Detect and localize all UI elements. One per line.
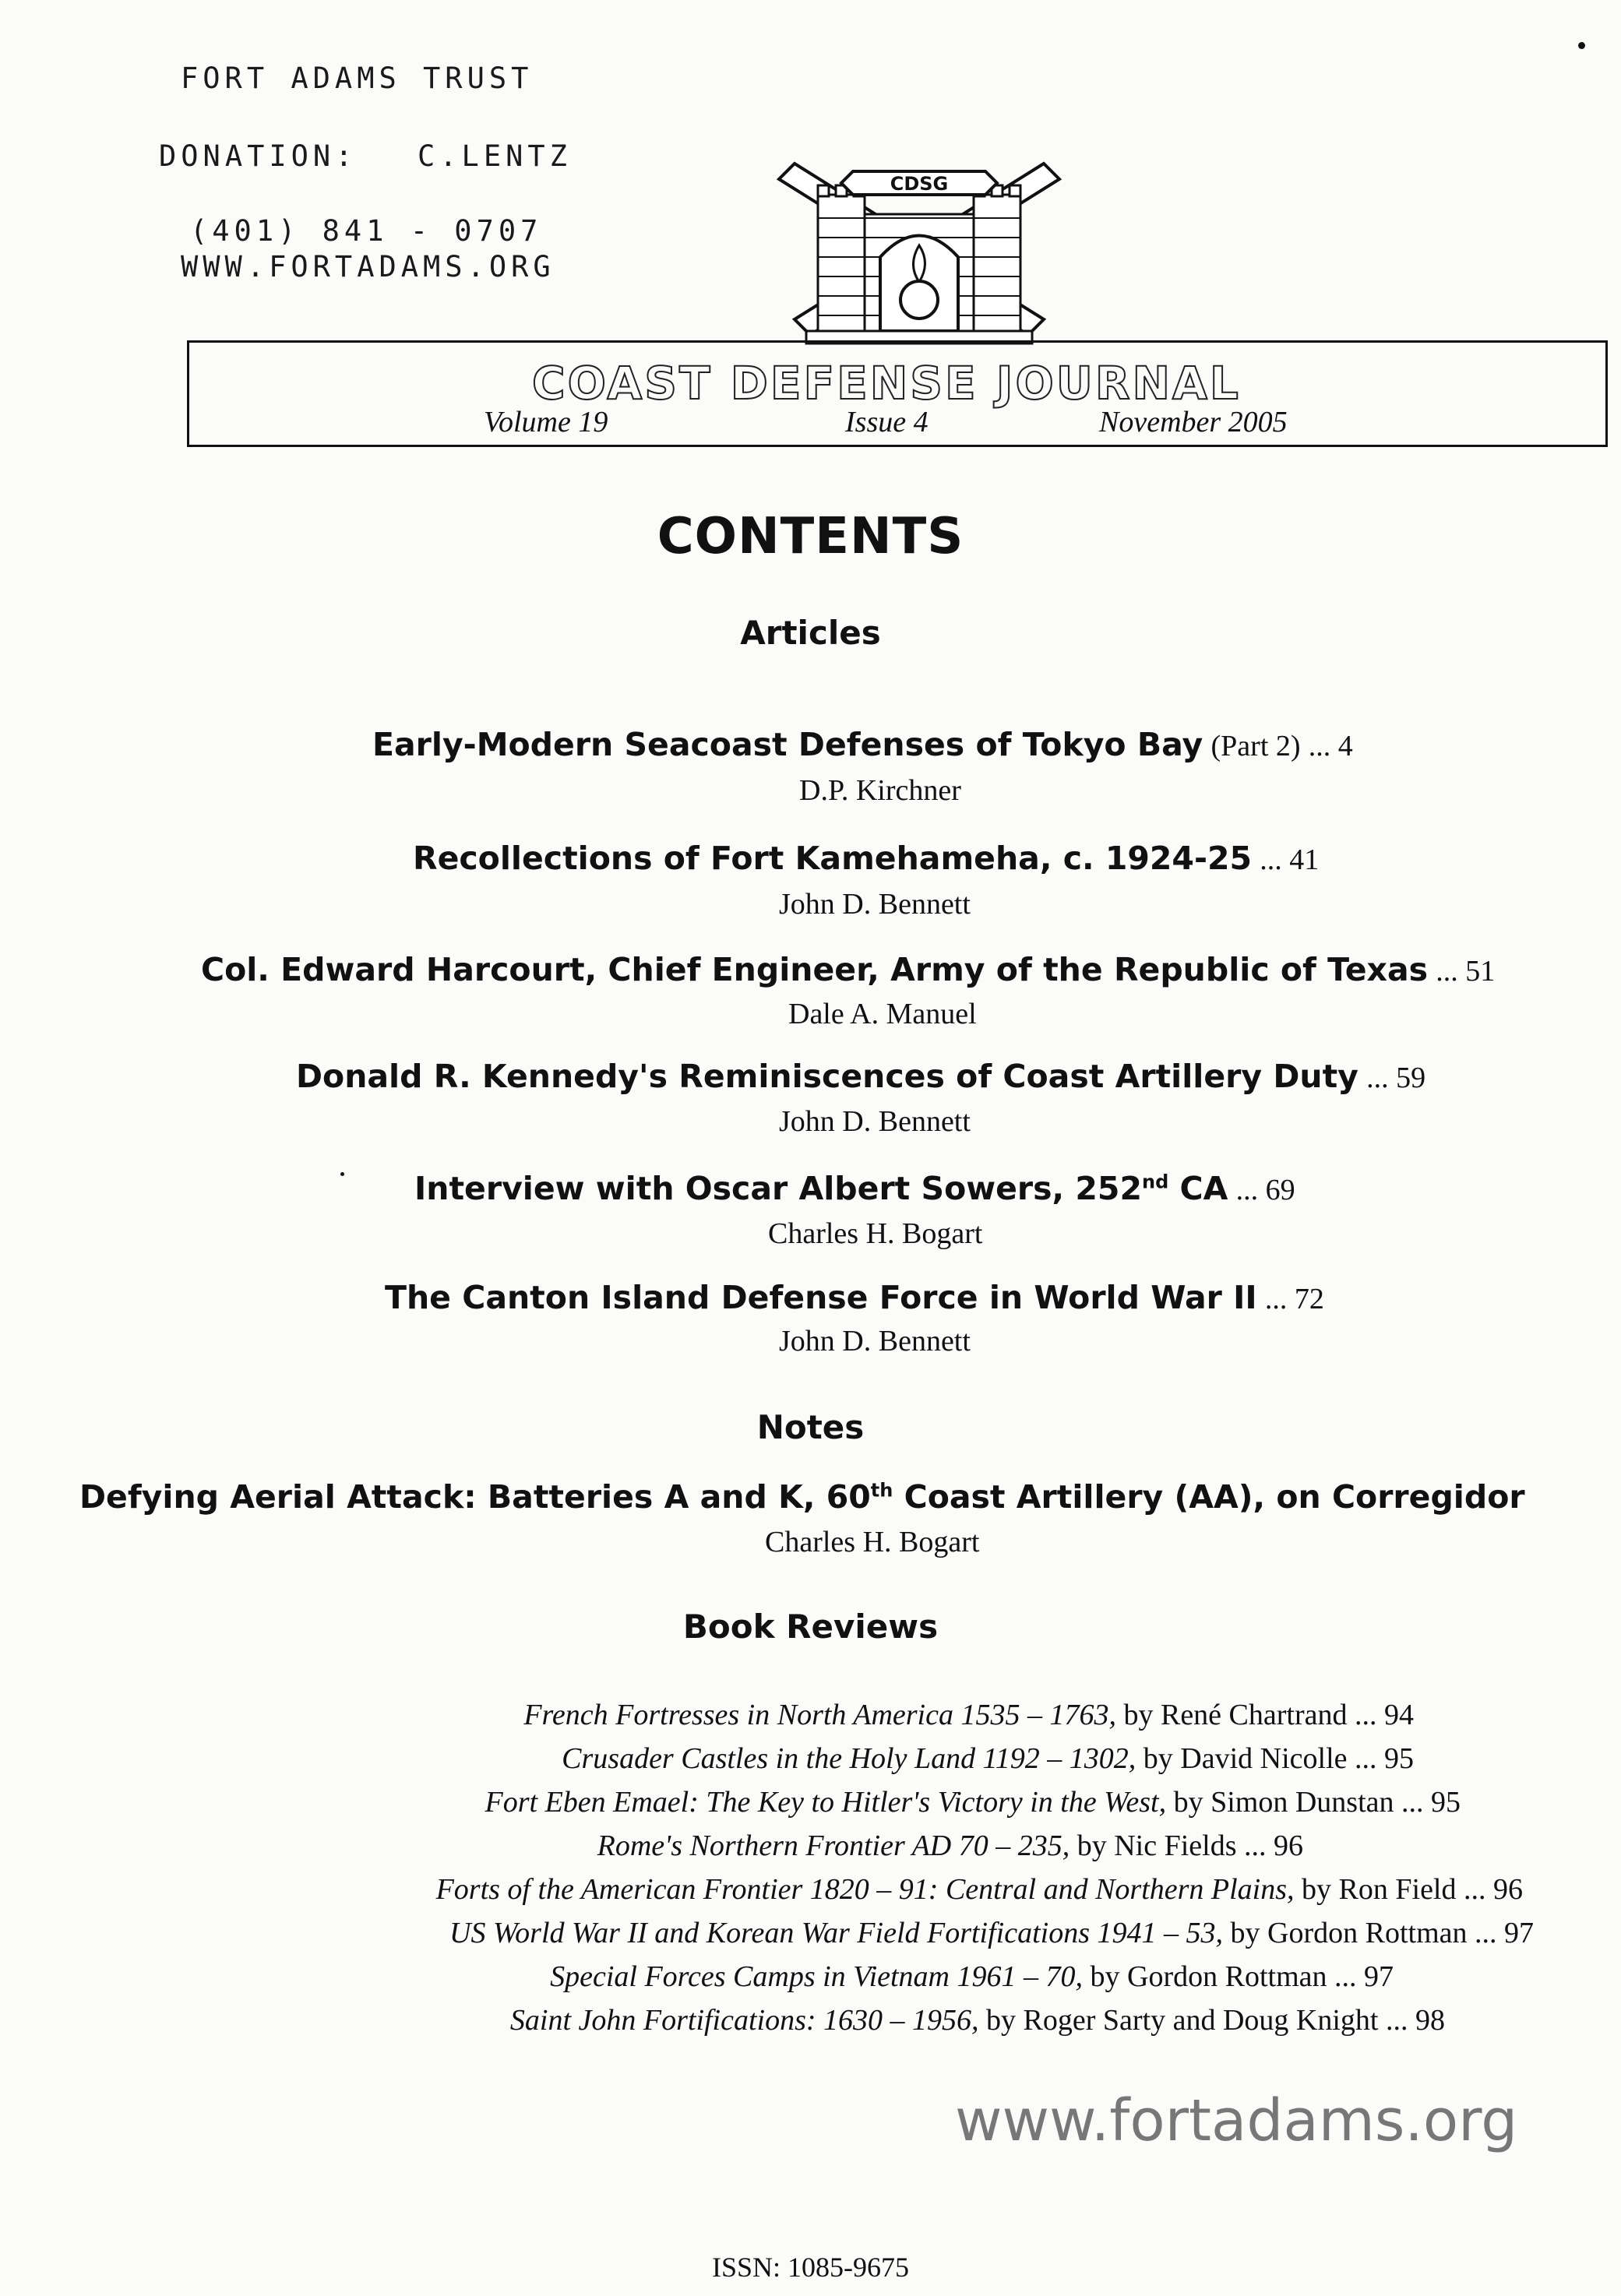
stamp-line-donation: DONATION: bbox=[159, 139, 358, 173]
note-name: Defying Aerial Attack: Batteries A and K, 60 bbox=[79, 1478, 871, 1516]
review-book-title: Crusader Castles in the Holy Land 1192 – 1302, bbox=[562, 1742, 1136, 1775]
website-watermark: www.fortadams.org bbox=[955, 2087, 1518, 2154]
ordinal-suffix: th bbox=[870, 1479, 893, 1502]
stamp-line-phone: (401) 841 - 0707 bbox=[190, 214, 543, 248]
article-author: Dale A. Manuel bbox=[788, 998, 977, 1030]
note-name-end: Coast Artillery (AA), on Corregidor bbox=[893, 1478, 1525, 1516]
stamp-line-donor: C.LENTZ bbox=[418, 139, 572, 173]
issue-label: Issue 4 bbox=[845, 406, 929, 438]
review-entry bbox=[485, 1785, 1461, 1819]
review-entry bbox=[449, 1916, 1534, 1950]
review-author-page: by David Nicolle ... 95 bbox=[1136, 1742, 1414, 1775]
review-author-page: by Ron Field ... 96 bbox=[1294, 1873, 1523, 1906]
issn-number: ISSN: 1085-9675 bbox=[711, 2252, 910, 2283]
article-name: Col. Edward Harcourt, Chief Engineer, Army of the Republic of Texas bbox=[201, 951, 1429, 988]
book-reviews-heading: Book Reviews bbox=[682, 1608, 939, 1646]
review-entry bbox=[510, 2003, 1445, 2037]
article-name: Early-Modern Seacoast Defenses of Tokyo Bay bbox=[372, 726, 1203, 763]
review-author-page: by René Chartrand ... 94 bbox=[1115, 1699, 1414, 1731]
review-entry bbox=[562, 1741, 1414, 1776]
review-book-title: US World War II and Korean War Field Fortifications 1941 – 53, bbox=[449, 1917, 1224, 1949]
dust-speck bbox=[340, 1172, 344, 1176]
contents-heading: CONTENTS bbox=[657, 508, 964, 565]
article-name: Interview with Oscar Albert Sowers, 252 bbox=[414, 1170, 1142, 1207]
article-author: John D. Bennett bbox=[779, 1325, 971, 1358]
review-book-title: Special Forces Camps in Vietnam 1961 – 70, bbox=[550, 1960, 1084, 1993]
article-author: John D. Bennett bbox=[779, 888, 971, 921]
review-author-page: by Gordon Rottman ... 97 bbox=[1083, 1960, 1394, 1993]
article-page: ... 51 bbox=[1436, 955, 1496, 988]
article-name-end: CA bbox=[1168, 1170, 1228, 1207]
article-title bbox=[414, 1170, 1295, 1207]
review-entry bbox=[550, 1960, 1394, 1994]
date-label: November 2005 bbox=[1099, 406, 1288, 438]
journal-masthead bbox=[187, 340, 1608, 447]
stamp-line-website: WWW.FORTADAMS.ORG bbox=[181, 250, 555, 283]
article-author: Charles H. Bogart bbox=[768, 1217, 983, 1250]
review-author-page: by Nic Fields ... 96 bbox=[1070, 1829, 1303, 1862]
article-part: (Part 2) bbox=[1210, 730, 1301, 762]
review-entry bbox=[597, 1829, 1303, 1863]
article-title bbox=[413, 840, 1319, 877]
article-name: The Canton Island Defense Force in World War II bbox=[385, 1279, 1257, 1316]
review-book-title: French Fortresses in North America 1535 – 1763, bbox=[523, 1699, 1116, 1731]
article-page: ... 41 bbox=[1260, 843, 1320, 876]
review-book-title: Saint John Fortifications: 1630 – 1956, bbox=[509, 2004, 979, 2037]
article-title bbox=[296, 1058, 1425, 1095]
cdsg-emblem-icon bbox=[763, 140, 1075, 354]
article-author: D.P. Kirchner bbox=[799, 774, 961, 807]
article-name: Donald R. Kennedy's Reminiscences of Coast Artillery Duty bbox=[296, 1058, 1358, 1095]
article-page: ... 72 bbox=[1264, 1283, 1324, 1315]
article-page: ... 4 bbox=[1308, 730, 1353, 762]
note-author: Charles H. Bogart bbox=[765, 1526, 980, 1558]
article-page: ... 69 bbox=[1235, 1174, 1295, 1206]
dust-speck bbox=[1578, 42, 1585, 49]
notes-heading: Notes bbox=[756, 1408, 865, 1446]
article-page: ... 59 bbox=[1366, 1062, 1426, 1094]
review-book-title: Forts of the American Frontier 1820 – 91: Central and Northern Plains, bbox=[435, 1873, 1295, 1906]
review-author-page: by Gordon Rottman ... 97 bbox=[1223, 1917, 1534, 1949]
review-author-page: by Simon Dunstan ... 95 bbox=[1166, 1786, 1461, 1819]
ordinal-suffix: nd bbox=[1142, 1171, 1169, 1193]
article-author: John D. Bennett bbox=[779, 1105, 971, 1138]
article-title bbox=[385, 1279, 1324, 1316]
article-name: Recollections of Fort Kamehameha, c. 1924-25 bbox=[413, 840, 1253, 877]
article-title bbox=[372, 726, 1353, 763]
review-author-page: by Roger Sarty and Doug Knight ... 98 bbox=[978, 2004, 1445, 2037]
volume-label: Volume 19 bbox=[484, 406, 608, 438]
article-title bbox=[201, 951, 1495, 988]
review-entry bbox=[523, 1698, 1414, 1732]
review-entry bbox=[436, 1872, 1523, 1907]
note-title bbox=[79, 1478, 1525, 1516]
stamp-line-trust: FORT ADAMS TRUST bbox=[181, 62, 534, 95]
emblem-text: CDSG bbox=[890, 173, 949, 195]
journal-title: COAST DEFENSE JOURNAL bbox=[532, 357, 1241, 410]
review-book-title: Fort Eben Emael: The Key to Hitler's Victory in the West, bbox=[485, 1786, 1167, 1819]
articles-heading: Articles bbox=[740, 614, 881, 652]
review-book-title: Rome's Northern Frontier AD 70 – 235, bbox=[597, 1829, 1070, 1862]
